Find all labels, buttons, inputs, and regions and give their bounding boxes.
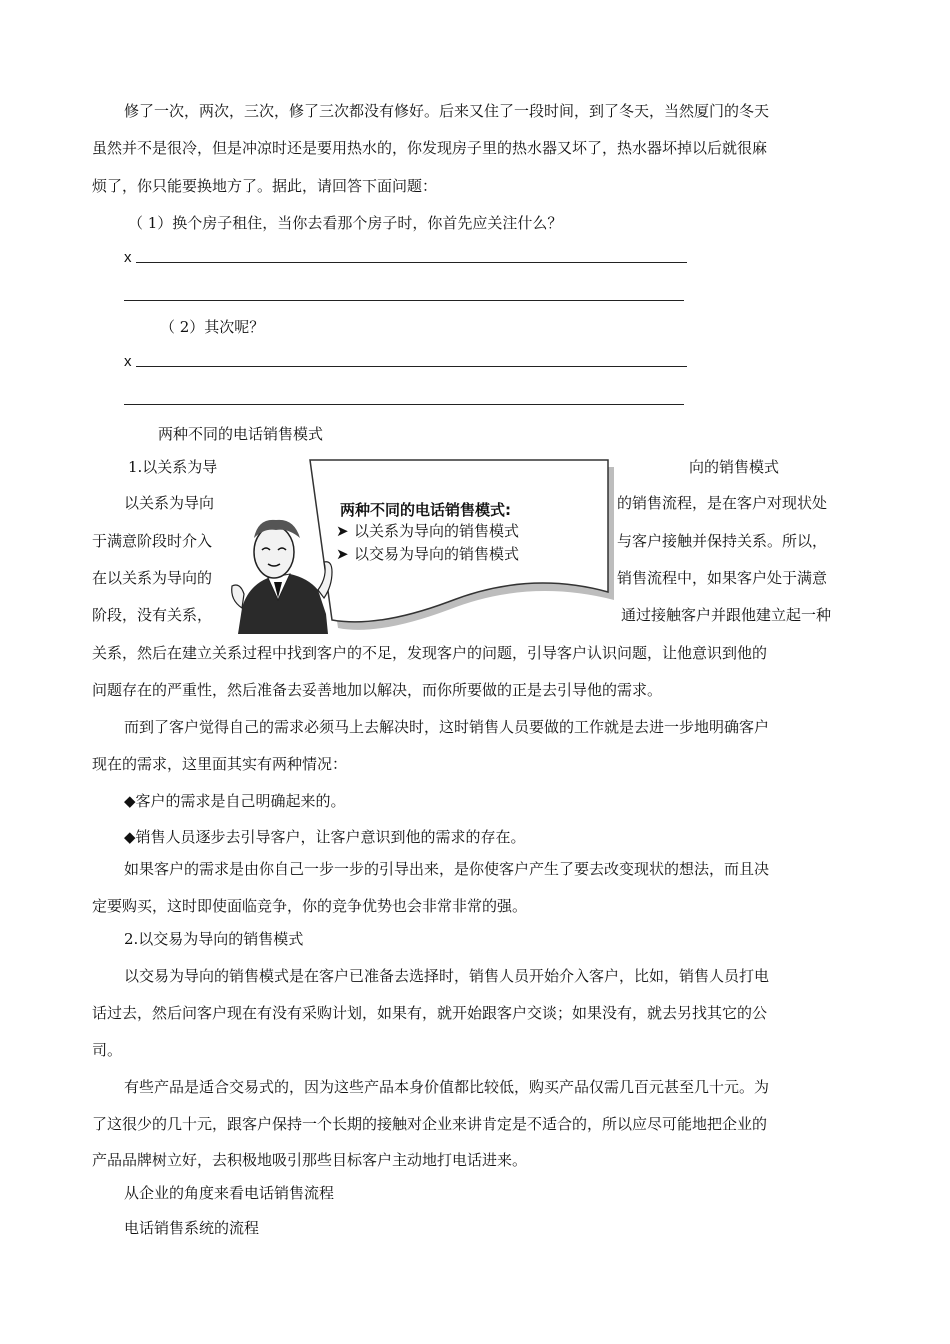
- needs-p2: 现在的需求，这里面其实有两种情况：: [92, 755, 348, 773]
- mode1-row-2-right: 与客户接触并保持关系。所以，: [617, 532, 828, 550]
- question-2: （ 2）其次呢？: [160, 318, 265, 336]
- mode2-p5: 了这很少的几十元，跟客户保持一个长期的接触对企业来讲肯定是不适合的，所以应尽可能地把企业的: [92, 1115, 768, 1133]
- answer-marker-1: x: [124, 249, 132, 266]
- mode1-row-3-right: 销售流程中，如果客户处于满意: [617, 569, 828, 587]
- answer-line-2b[interactable]: [124, 404, 684, 405]
- intro-line-3: 烦了，你只能要换地方了。据此，请回答下面问题：: [92, 177, 438, 195]
- callout-item-2: [336, 543, 519, 564]
- mode2-p3: 司。: [92, 1041, 123, 1059]
- mode2-p2: 话过去，然后问客户现在有没有采购计划，如果有，就开始跟客户交谈；如果没有，就去另找其它的公: [92, 1004, 768, 1022]
- needs-bullet-1: ◆客户的需求是自己明确起来的。: [124, 792, 346, 810]
- needs-p3: 如果客户的需求是由你自己一步一步的引导出来，是你使客户产生了要去改变现状的想法，而且决: [124, 860, 770, 878]
- answer-marker-2: x: [124, 353, 132, 370]
- callout-figure: [228, 450, 620, 642]
- callout-title: 两种不同的电话销售模式:: [340, 501, 511, 519]
- question-1: （ 1）换个房子租住，当你去看那个房子时，你首先应关注什么？: [128, 214, 563, 232]
- needs-p1: 而到了客户觉得自己的需求必须马上去解决时，这时销售人员要做的工作就是去进一步地明确客户: [124, 718, 770, 736]
- mode2-p6: 产品品牌树立好，去积极地吸引那些目标客户主动地打电话进来。: [92, 1151, 528, 1169]
- mode1-row-4-left: 阶段，没有关系，: [92, 606, 213, 624]
- footer-line-1: 从企业的角度来看电话销售流程: [124, 1184, 335, 1202]
- mode1-row-1-right: 的销售流程，是在客户对现状处: [617, 494, 828, 512]
- callout-item-1: [336, 520, 519, 541]
- mode2-p1: 以交易为导向的销售模式是在客户已准备去选择时，销售人员开始介入客户，比如，销售人员打电: [124, 967, 770, 985]
- mode1-heading-left: 1.以关系为导: [128, 458, 218, 476]
- mode1-row-1-left: 以关系为导向: [124, 494, 215, 512]
- callout-item-2-label: 以交易为导向的销售模式: [354, 545, 520, 563]
- needs-p4: 定要购买，这时即使面临竞争，你的竞争优势也会非常非常的强。: [92, 897, 528, 915]
- mode2-heading: 2.以交易为导向的销售模式: [124, 930, 304, 948]
- mode1-heading-right: 向的销售模式: [689, 458, 780, 476]
- mode2-p4: 有些产品是适合交易式的，因为这些产品本身价值都比较低，购买产品仅需几百元甚至几十元。为: [124, 1078, 770, 1096]
- answer-line-1b[interactable]: [124, 300, 684, 301]
- mode1-row-2-left: 于满意阶段时介入: [92, 532, 213, 550]
- mode1-row-4-right: 通过接触客户并跟他建立起一种: [621, 606, 832, 624]
- callout-item-1-label: 以关系为导向的销售模式: [354, 522, 520, 540]
- mode1-row-3-left: 在以关系为导向的: [92, 569, 213, 587]
- answer-line-2a[interactable]: [136, 366, 687, 367]
- arrow-right-icon: ➤: [336, 545, 349, 563]
- cartoon-man-icon: [232, 520, 332, 634]
- mode1-cont-2: 问题存在的严重性，然后准备去妥善地加以解决，而你所要做的正是去引导他的需求。: [92, 681, 663, 699]
- footer-line-2: 电话销售系统的流程: [124, 1219, 260, 1237]
- needs-bullet-2: ◆销售人员逐步去引导客户，让客户意识到他的需求的存在。: [124, 828, 526, 846]
- intro-line-2: 虽然并不是很冷，但是冲凉时还是要用热水的，你发现房子里的热水器又坏了，热水器坏掉以后就很麻: [92, 139, 768, 157]
- answer-line-1a[interactable]: [136, 262, 687, 263]
- section-title: 两种不同的电话销售模式: [158, 425, 324, 443]
- mode1-cont-1: 关系，然后在建立关系过程中找到客户的不足，发现客户的问题，引导客户认识问题，让他意识到他的: [92, 644, 768, 662]
- intro-line-1: 修了一次，两次，三次，修了三次都没有修好。后来又住了一段时间，到了冬天，当然厦门的冬天: [124, 102, 770, 120]
- arrow-right-icon: ➤: [336, 522, 349, 540]
